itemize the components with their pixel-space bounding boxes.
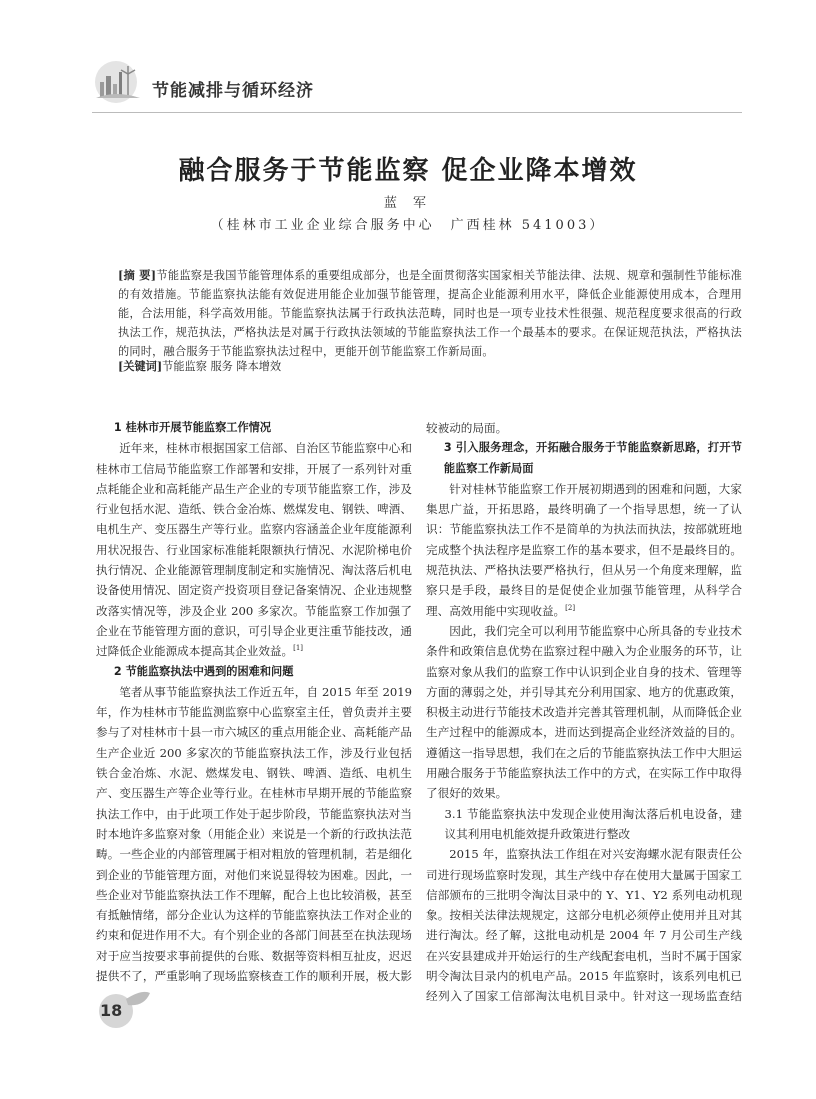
abstract-text: 节能监察是我国节能管理体系的重要组成部分，也是全面贯彻落实国家相关节能法律、法规、规章和强制性节能标准的有效措施。节能监察执法能有效促进用能企业加强节能管理，提高企业能源利用水平，降低企业能源使用成本，合理用能，合法用能，科学高效用能。节能监察执法属于行政执法范畴，同时也是一项专业技术性很强、规范程度要求很高的行政执法工作，规范执法，严格执法是对属于行政执法领域的节能监察执法工作一个最基本的要求。在保证规范执法，严格执法的同时，融合服务于节能监察执法过程中，更能开创节能监察工作新局面。: [118, 269, 742, 358]
section-2-paragraph: 笔者从事节能监察执法工作近五年，自 2015 年至 2019 年，作为桂林市节能监测监察中心监察室主任，曾负责并主要参与了对桂林市十县一市六城区的重点用能企业、高耗能产品生产企业近 200 多家次的节能监察执法工作，涉及行业包括铁合金冶炼、水泥、燃煤发电、钢铁、啤酒、造纸、电机生产、变压器生产等企业等行业。在桂林市早期开展的节能监察执法工作中，由于此项工作处于起步阶段，节能监察执法对当时本地许多监察对象（用能企业）来说是一个新的行政执法范畴。一些企业的内部管理属于相对粗放的管理机制，若是细化到企业的节能管理方面，对他们来说显得较为困难。因此，一些企业对节能监察执法工作不理解，配合上也比较消极，甚至有抵触情绪，部分企业认为这样的节能监察执法工作对企业的约束和促进作用不大。有个别企业的各部门间甚至在执法现场对于应当按要求事前提供的台账、数据等资料相互扯皮，迟迟提供不了，严重影响了现场监察核查工作的顺利开展，极大影: [96, 684, 412, 984]
section-3-paragraph-2: 因此，我们完全可以利用节能监察中心所具备的专业技术条件和政策信息优势在监察过程中融入为企业服务的环节，让监察对象从我们的监察工作中认识到企业自身的技术、管理等方面的薄弱之处，并引导其充分利用国家、地方的优惠政策，积极主动进行节能技术改造并完善其管理机制，从而降低企业生产过程中的能源成本，进而达到提高企业经济效益的目的。遵循这一指导思想，我们在之后的节能监察执法工作中大胆运用融合服务于节能监察执法工作中的方式，在实际工作中取得了很好的效果。: [426, 623, 742, 801]
body-column-left: [96, 418, 412, 988]
section-1-paragraph: 近年来，桂林市根据国家工信部、自治区节能监察中心和桂林市工信局节能监察工作部署和安排，开展了一系列针对重点耗能企业和高耗能产品生产企业的专项节能监察工作，涉及行业包括水泥、造纸、铁合金冶炼、燃煤发电、钢铁、啤酒、电机生产、变压器生产等行业。监察内容涵盖企业年度能源利用状况报告、行业国家标准能耗限额执行情况、水泥阶梯电价执行情况、企业能源管理制度制定和实施情况、淘汰落后机电设备使用情况、固定资产投资项目登记备案情况、企业违规整改落实情况等，涉及企业 200 多家次。节能监察工作加强了企业在节能管理方面的意识，可引导企业更注重节能技改，通过降低企业能源成本提高其企业效益。[1]: [96, 441, 412, 659]
section-2-continuation: 较被动的局面。: [426, 421, 508, 435]
citation-1: [1]: [293, 644, 304, 653]
section-3-heading: 3 引入服务理念，开拓融合服务于节能监察新思路，打开节能监察工作新局面: [443, 441, 742, 475]
abstract-label: [摘 要]: [118, 268, 157, 282]
keywords-label: [关键词]: [118, 359, 163, 373]
keywords: [118, 357, 742, 376]
section-3-1-paragraph: 2015 年，监察执法工作组在对兴安海螺水泥有限责任公司进行现场监察时发现，其生产线中存在使用大量属于国家工信部颁布的三批明令淘汰目录中的 Y、Y1、Y2 系列电动机现象。按相关法律法规规定，这部分电机必须停止使用并且对其进行淘汰。经了解，这批电动机是 2004 年 7 月公司生产线在兴安县建成并开始运行的生产线配套电机，当时不属于国家明令淘汰目录内的机电产品。2015 年监察时，该系列电机已经列入了国家工信部淘汰电机目录中。针对这一现场监查结: [426, 847, 742, 1003]
page-number: 18: [100, 1001, 123, 1020]
citation-2: [2]: [565, 603, 576, 612]
article-title: 融合服务于节能监察 促企业降本增效: [178, 156, 638, 186]
abstract: [118, 266, 742, 361]
header-divider: [92, 112, 742, 113]
section-1-heading: 1 桂林市开展节能监察工作情况: [113, 421, 272, 434]
keywords-text: 节能监察 服务 降本增效: [162, 360, 282, 373]
energy-landscape-logo-icon: [92, 60, 146, 104]
section-3-paragraph-1: 针对桂林节能监察工作开展初期遇到的困难和问题，大家集思广益，开拓思路，最终明确了一个指导思想，统一了认识：节能监察执法工作不是简单的为执法而执法，按部就班地完成整个执法程序是监察工作的基本要求，但不是最终目的。规范执法、严格执法要严格执行，但从另一个角度来理解，监察只是手段，最终目的是促使企业加强节能管理，从科学合理、高效用能中实现收益。[2]: [426, 481, 742, 618]
section-title: 节能减排与循环经济: [152, 81, 314, 101]
author-affiliation: （桂林市工业企业综合服务中心 广西桂林 541003）: [210, 218, 606, 233]
body-column-right: [426, 418, 742, 1003]
section-3-1-heading: 3.1 节能监察执法中发现企业使用淘汰落后机电设备，建议其利用电机能效提升政策进行整改: [444, 806, 742, 841]
author-name: 蓝 军: [383, 196, 433, 211]
section-2-heading: 2 节能监察执法中遇到的困难和问题: [113, 664, 294, 678]
journal-section-header: [92, 58, 392, 108]
